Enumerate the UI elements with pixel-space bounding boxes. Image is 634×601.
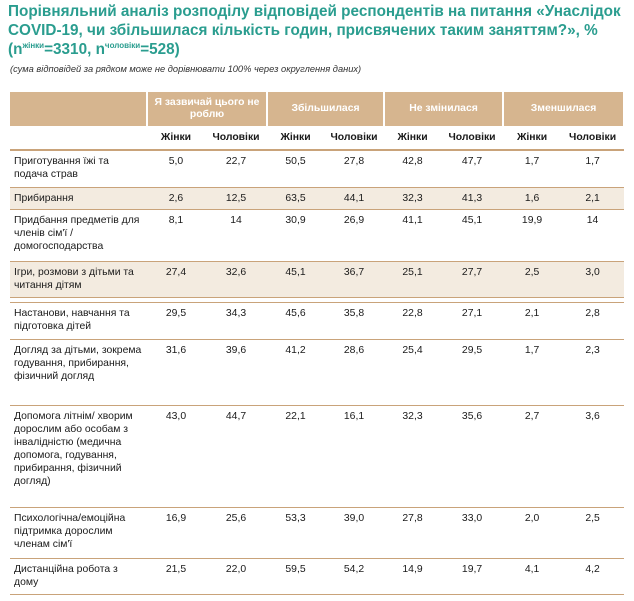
cell-value: 27,1 xyxy=(441,302,503,339)
group-header-increased: Збільшилася xyxy=(267,92,384,126)
table-row xyxy=(10,405,624,507)
cell-value: 16,1 xyxy=(324,405,384,507)
cell-value: 2,5 xyxy=(561,507,624,558)
cell-value: 4,1 xyxy=(503,558,561,594)
title-line-2: COVID-19, чи збільшилася кількість годин, присвячених таким заняттям?», % xyxy=(8,22,598,39)
cell-value: 28,6 xyxy=(324,339,384,405)
cell-value: 2,1 xyxy=(503,302,561,339)
cell-value: 8,1 xyxy=(147,209,205,261)
cell-value: 31,6 xyxy=(147,339,205,405)
cell-value: 21,5 xyxy=(147,558,205,594)
cell-value: 29,5 xyxy=(441,339,503,405)
row-label: Прибирання xyxy=(10,187,147,209)
cell-value: 44,1 xyxy=(324,187,384,209)
cell-value: 2,3 xyxy=(561,339,624,405)
data-table xyxy=(10,92,625,595)
sub-header: Жінки xyxy=(267,126,324,150)
row-label: Догляд за дітьми, зокрема годування, прибирання, фізичний догляд xyxy=(10,339,147,405)
cell-value: 45,6 xyxy=(267,302,324,339)
cell-value: 47,7 xyxy=(441,150,503,187)
group-header-blank xyxy=(10,92,147,126)
table-row xyxy=(10,339,624,405)
cell-value: 41,1 xyxy=(384,209,441,261)
row-label: Ігри, розмови з дітьми та читання дітям xyxy=(10,261,147,297)
n-prefix: (n xyxy=(8,41,23,58)
n-men-label: чоловіки xyxy=(104,40,141,50)
cell-value: 1,7 xyxy=(503,150,561,187)
cell-value: 63,5 xyxy=(267,187,324,209)
cell-value: 2,1 xyxy=(561,187,624,209)
cell-value: 26,9 xyxy=(324,209,384,261)
cell-value: 50,5 xyxy=(267,150,324,187)
sub-header: Жінки xyxy=(384,126,441,150)
group-header-unchanged: Не змінилася xyxy=(384,92,503,126)
sub-header-row xyxy=(10,126,624,150)
table-row xyxy=(10,261,624,297)
group-header-not-do: Я зазвичай цього не роблю xyxy=(147,92,267,126)
cell-value: 25,4 xyxy=(384,339,441,405)
cell-value: 19,9 xyxy=(503,209,561,261)
table-row xyxy=(10,302,624,339)
cell-value: 22,8 xyxy=(384,302,441,339)
cell-value: 53,3 xyxy=(267,507,324,558)
cell-value: 19,7 xyxy=(441,558,503,594)
cell-value: 27,8 xyxy=(324,150,384,187)
cell-value: 1,7 xyxy=(503,339,561,405)
cell-value: 59,5 xyxy=(267,558,324,594)
n-women-label: жінки xyxy=(22,40,45,50)
row-label: Психологічна/емоційна підтримка дорослим членам сім'ї xyxy=(10,507,147,558)
n-women-value: =3310, n xyxy=(44,41,105,58)
table-row xyxy=(10,209,624,261)
row-label: Придбання предметів для членів сім'ї / домогосподарства xyxy=(10,209,147,261)
title-line-1: Порівняльний аналіз розподілу відповідей респондентів на питання «Унаслідок xyxy=(8,3,621,20)
cell-value: 32,3 xyxy=(384,187,441,209)
sub-header: Жінки xyxy=(147,126,205,150)
cell-value: 2,0 xyxy=(503,507,561,558)
cell-value: 3,6 xyxy=(561,405,624,507)
cell-value: 27,4 xyxy=(147,261,205,297)
cell-value: 54,2 xyxy=(324,558,384,594)
table-note: (сума відповідей за рядком може не дорівнювати 100% через округлення даних) xyxy=(10,64,362,74)
sub-header: Чоловіки xyxy=(205,126,267,150)
row-label: Настанови, навчання та підготовка дітей xyxy=(10,302,147,339)
cell-value: 2,6 xyxy=(147,187,205,209)
cell-value: 45,1 xyxy=(441,209,503,261)
cell-value: 42,8 xyxy=(384,150,441,187)
table-row xyxy=(10,150,624,187)
cell-value: 14 xyxy=(205,209,267,261)
cell-value: 34,3 xyxy=(205,302,267,339)
n-men-value: =528) xyxy=(140,41,180,58)
cell-value: 45,1 xyxy=(267,261,324,297)
cell-value: 33,0 xyxy=(441,507,503,558)
cell-value: 32,6 xyxy=(205,261,267,297)
sub-header: Чоловіки xyxy=(561,126,624,150)
row-label: Дистанційна робота з дому xyxy=(10,558,147,594)
sub-header: Чоловіки xyxy=(441,126,503,150)
row-label: Допомога літнім/ хворим дорослим або особам з інвалідністю (медична допомога, годування, прибирання, фізичний догляд) xyxy=(10,405,147,507)
row-label: Приготування їжі та подача страв xyxy=(10,150,147,187)
cell-value: 16,9 xyxy=(147,507,205,558)
cell-value: 14,9 xyxy=(384,558,441,594)
group-header-decreased: Зменшилася xyxy=(503,92,624,126)
page-title xyxy=(8,2,628,59)
cell-value: 43,0 xyxy=(147,405,205,507)
cell-value: 32,3 xyxy=(384,405,441,507)
sub-header-blank xyxy=(10,126,147,150)
cell-value: 27,8 xyxy=(384,507,441,558)
cell-value: 1,6 xyxy=(503,187,561,209)
cell-value: 27,7 xyxy=(441,261,503,297)
cell-value: 12,5 xyxy=(205,187,267,209)
cell-value: 2,5 xyxy=(503,261,561,297)
cell-value: 2,8 xyxy=(561,302,624,339)
cell-value: 3,0 xyxy=(561,261,624,297)
cell-value: 25,1 xyxy=(384,261,441,297)
table-row xyxy=(10,507,624,558)
cell-value: 25,6 xyxy=(205,507,267,558)
cell-value: 22,1 xyxy=(267,405,324,507)
cell-value: 44,7 xyxy=(205,405,267,507)
cell-value: 41,2 xyxy=(267,339,324,405)
sub-header: Чоловіки xyxy=(324,126,384,150)
cell-value: 22,7 xyxy=(205,150,267,187)
table-row xyxy=(10,558,624,594)
cell-value: 29,5 xyxy=(147,302,205,339)
cell-value: 22,0 xyxy=(205,558,267,594)
sub-header: Жінки xyxy=(503,126,561,150)
table-row xyxy=(10,187,624,209)
cell-value: 35,6 xyxy=(441,405,503,507)
cell-value: 39,0 xyxy=(324,507,384,558)
cell-value: 1,7 xyxy=(561,150,624,187)
cell-value: 4,2 xyxy=(561,558,624,594)
cell-value: 35,8 xyxy=(324,302,384,339)
cell-value: 5,0 xyxy=(147,150,205,187)
cell-value: 30,9 xyxy=(267,209,324,261)
cell-value: 14 xyxy=(561,209,624,261)
group-header-row xyxy=(10,92,624,126)
cell-value: 2,7 xyxy=(503,405,561,507)
cell-value: 36,7 xyxy=(324,261,384,297)
title-line-3 xyxy=(8,40,628,59)
cell-value: 41,3 xyxy=(441,187,503,209)
cell-value: 39,6 xyxy=(205,339,267,405)
